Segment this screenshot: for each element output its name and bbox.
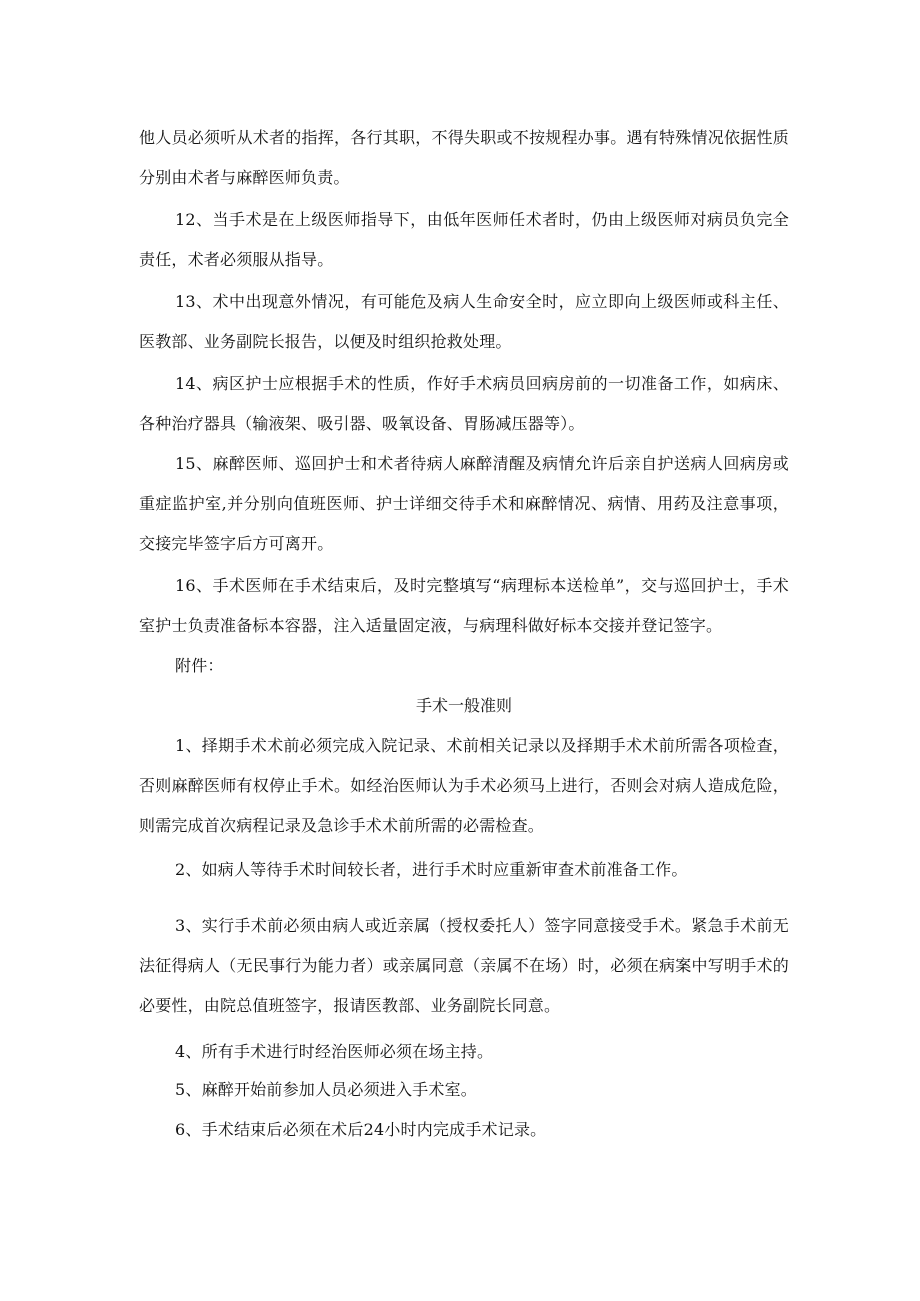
rule-4: 4、所有手术进行时经治医师必须在场主持。: [175, 1042, 494, 1061]
rule-2: 2、如病人等待手术时间较长者，进行手术时应重新审查术前准备工作。: [175, 860, 688, 879]
paragraph-14: 14、病区护士应根据手术的性质，作好手术病员回病房前的一切准备工作，如病床、各种治疗器具（输液架、吸引器、吸氧设备、胃肠减压器等）。: [139, 374, 789, 433]
attachment-label: 附件：: [175, 656, 224, 675]
paragraph-15: 15、麻醉医师、巡回护士和术者待病人麻醉清醒及病情允许后亲自护送病人回病房或重症监护室,并分别向值班医师、护士详细交待手术和麻醉情况、病情、用药及注意事项，交接完毕签字后方可离开。: [139, 454, 789, 553]
paragraph-16: 16、手术医师在手术结束后，及时完整填写“病理标本送检单”，交与巡回护士，手术室护士负责准备标本容器，注入适量固定液，与病理科做好标本交接并登记签字。: [139, 576, 789, 635]
paragraph-12: 12、当手术是在上级医师指导下，由低年医师任术者时，仍由上级医师对病员负完全责任，术者必须服从指导。: [139, 210, 789, 269]
rule-6: 6、手术结束后必须在术后24小时内完成手术记录。: [175, 1120, 547, 1139]
section-title: 手术一般准则: [415, 696, 512, 715]
paragraph-13: 13、术中出现意外情况，有可能危及病人生命安全时，应立即向上级医师或科主任、医教部、业务副院长报告，以便及时组织抢救处理。: [139, 292, 789, 351]
rule-3: 3、实行手术前必须由病人或近亲属（授权委托人）签字同意接受手术。紧急手术前无法征得病人（无民事行为能力者）或亲属同意（亲属不在场）时，必须在病案中写明手术的必要性，由院总值班签字，报请医教部、业务副院长同意。: [139, 916, 789, 1015]
rule-1: 1、择期手术术前必须完成入院记录、术前相关记录以及择期手术术前所需各项检查，否则麻醉医师有权停止手术。如经治医师认为手术必须马上进行，否则会对病人造成危险，则需完成首次病程记录及急诊手术术前所需的必需检查。: [139, 736, 789, 835]
paragraph-continued: 他人员必须听从术者的指挥，各行其职，不得失职或不按规程办事。遇有特殊情况依据性质分别由术者与麻醉医师负责。: [139, 128, 789, 187]
rule-5: 5、麻醉开始前参加人员必须进入手术室。: [175, 1080, 477, 1099]
